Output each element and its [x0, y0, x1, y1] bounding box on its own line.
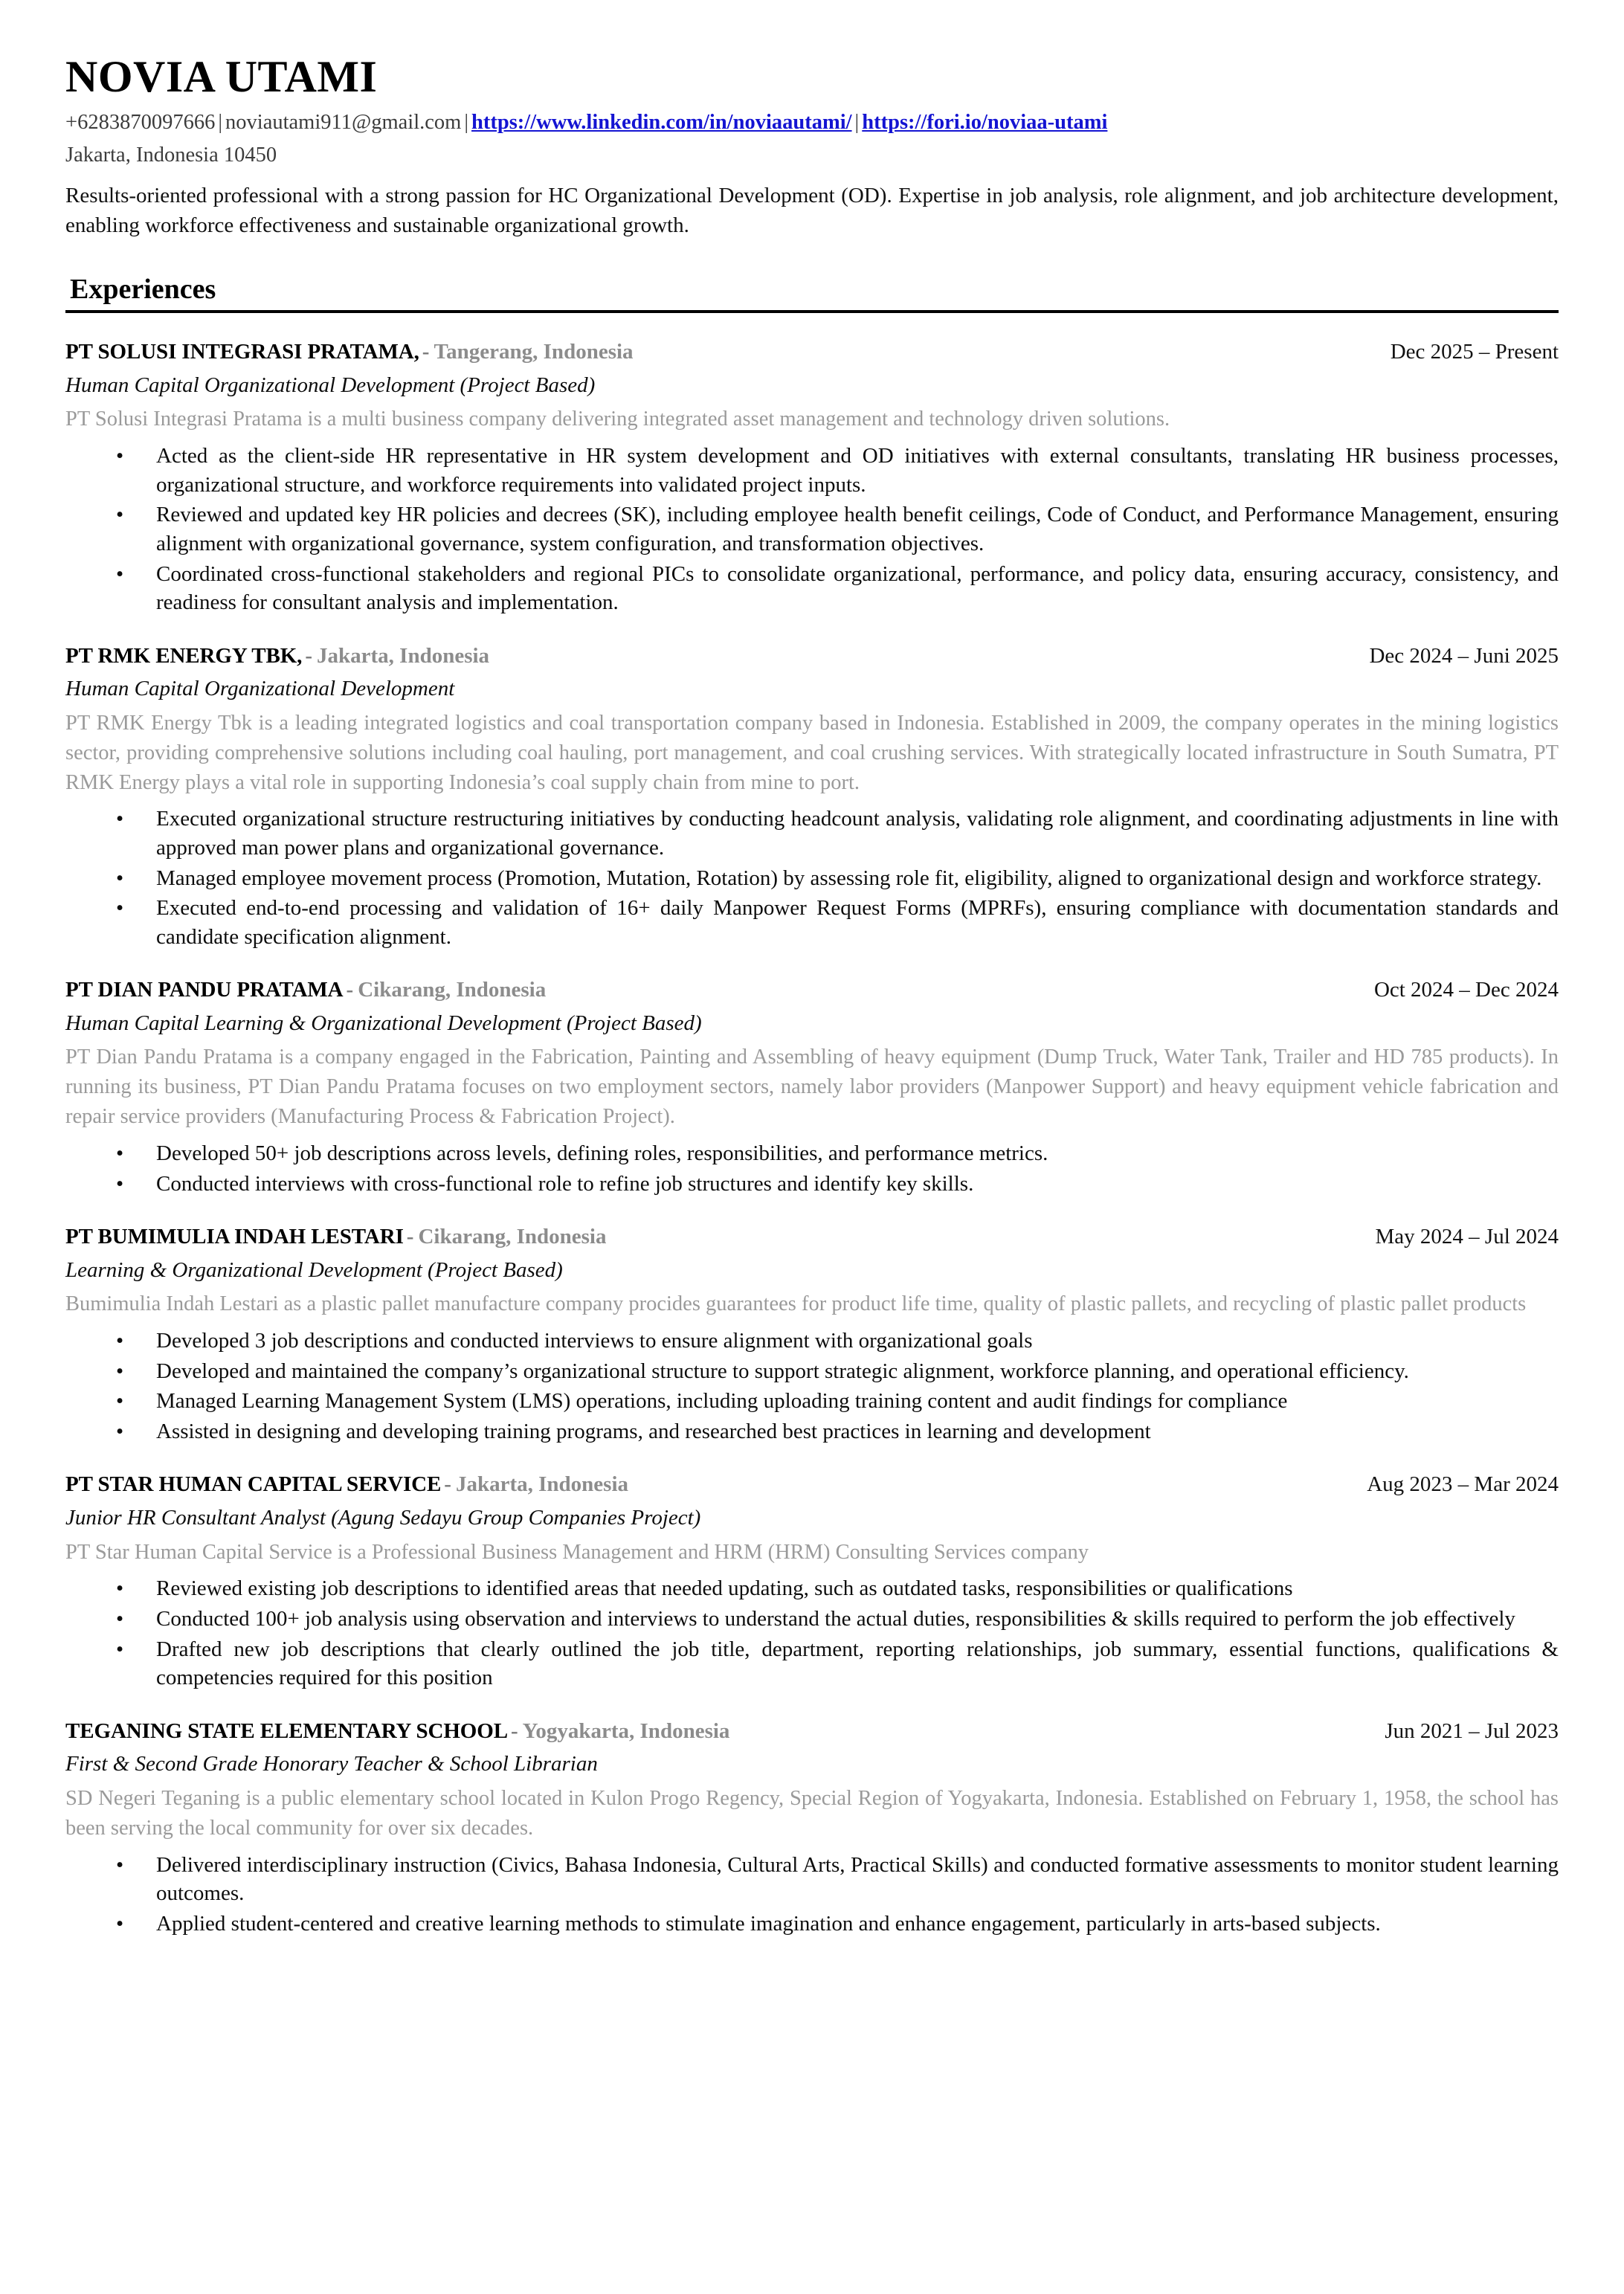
experience-entry: [65, 976, 1559, 1198]
bullet-icon: •: [116, 503, 124, 527]
responsibility-list: [65, 805, 1559, 951]
responsibility-item: [65, 1139, 1559, 1168]
responsibility-list: [65, 1574, 1559, 1692]
bullet-icon: •: [116, 1141, 124, 1166]
bullet-icon: •: [116, 1852, 124, 1877]
responsibility-item: [65, 1574, 1559, 1603]
responsibility-text: Conducted 100+ job analysis using observation and interviews to understand the actual duties, responsibilities & skills required to perform the job effectively: [156, 1607, 1515, 1631]
bullet-icon: •: [116, 807, 124, 831]
company-location: Cikarang, Indonesia: [358, 978, 547, 1002]
company-name: PT DIAN PANDU PRATAMA: [65, 978, 344, 1002]
responsibility-text: Developed and maintained the company’s organizational structure to support strategic alignment, workforce planning, and operational efficiency.: [156, 1359, 1409, 1383]
responsibility-list: [65, 442, 1559, 616]
address-text: Jakarta, Indonesia 10450: [65, 143, 277, 167]
responsibility-item: [65, 1635, 1559, 1692]
responsibility-text: Delivered interdisciplinary instruction (Civics, Bahasa Indonesia, Cultural Arts, Practical Skills) and conducted formative assessments to monitor student learning outcomes.: [156, 1852, 1559, 1906]
title-dash: -: [444, 1472, 451, 1497]
responsibility-item: [65, 894, 1559, 951]
responsibility-item: [65, 560, 1559, 617]
email-text: noviautami911@gmail.com: [225, 111, 462, 135]
company-name: TEGANING STATE ELEMENTARY SCHOOL: [65, 1718, 508, 1743]
bullet-icon: •: [116, 1607, 124, 1631]
bullet-icon: •: [116, 444, 124, 468]
responsibility-item: [65, 1170, 1559, 1199]
linkedin-link[interactable]: https://www.linkedin.com/in/noviaautami/: [471, 111, 852, 135]
responsibility-text: Managed Learning Management System (LMS) operations, including uploading training content and audit findings for compliance: [156, 1389, 1288, 1414]
experience-entry-header: [65, 1471, 1559, 1499]
employment-dates: Jun 2021 – Jul 2023: [1385, 1718, 1559, 1743]
bullet-icon: •: [116, 1171, 124, 1196]
bullet-icon: •: [116, 1911, 124, 1936]
company-description: PT Dian Pandu Pratama is a company engaged in the Fabrication, Painting and Assembling of heavy equipment (Dump Truck, Water Tank, Trailer and HD 785 products). In running its business, PT Dian Pandu Pratama focuses on two employment sectors, namely labor providers (Manpower Support) and heavy equipment vehicle fabrication and repair service providers (Manufacturing Process & Fabrication Project).: [65, 1045, 1559, 1129]
company-name: PT RMK ENERGY TBK,: [65, 643, 303, 668]
title-dash: -: [510, 1718, 518, 1743]
job-role-title: Human Capital Organizational Development (Project Based): [65, 373, 596, 397]
company-location: Jakarta, Indonesia: [317, 643, 490, 668]
page-title: NOVIA UTAMI: [65, 52, 378, 101]
contact-line: [65, 108, 1559, 138]
responsibility-text: Managed employee movement process (Promotion, Mutation, Rotation) by assessing role fit, eligibility, aligned to organizational design and workforce strategy.: [156, 866, 1542, 890]
responsibility-text: Applied student-centered and creative learning methods to stimulate imagination and enhance engagement, particularly in arts-based subjects.: [156, 1911, 1381, 1936]
company-name: PT BUMIMULIA INDAH LESTARI: [65, 1225, 404, 1249]
title-dash: -: [346, 978, 354, 1002]
bullet-icon: •: [116, 896, 124, 921]
company-location: Tangerang, Indonesia: [434, 340, 634, 364]
resume-header: [65, 52, 1559, 240]
company-name: PT STAR HUMAN CAPITAL SERVICE: [65, 1472, 442, 1497]
company-description: Bumimulia Indah Lestari as a plastic pallet manufacture company procides guarantees for product life time, quality of plastic pallets, and recycling of plastic pallet products: [65, 1292, 1527, 1316]
experience-entry: [65, 1471, 1559, 1692]
employment-dates: May 2024 – Jul 2024: [1375, 1225, 1559, 1249]
phone-text: +6283870097666: [65, 111, 216, 135]
company-location: Yogyakarta, Indonesia: [522, 1718, 730, 1743]
bullet-icon: •: [116, 866, 124, 890]
experience-entry-title-group: [65, 642, 489, 671]
experience-entry-title-group: [65, 1718, 729, 1746]
responsibility-item: [65, 442, 1559, 499]
responsibility-item: [65, 805, 1559, 862]
responsibility-text: Developed 50+ job descriptions across levels, defining roles, responsibilities, and performance metrics.: [156, 1141, 1048, 1166]
company-description: PT Star Human Capital Service is a Professional Business Management and HRM (HRM) Consulting Services company: [65, 1540, 1089, 1564]
contact-separator-1: |: [218, 111, 223, 135]
experience-entry-header: [65, 642, 1559, 671]
bullet-icon: •: [116, 1389, 124, 1414]
responsibility-list: [65, 1139, 1559, 1198]
bullet-icon: •: [116, 1329, 124, 1353]
job-role-title: First & Second Grade Honorary Teacher & School Librarian: [65, 1752, 598, 1776]
responsibility-text: Reviewed and updated key HR policies and decrees (SK), including employee health benefit ceilings, Code of Conduct, and Performance Management, ensuring alignment with organizational governance, system configuration, and transformation objectives.: [156, 503, 1559, 555]
section-heading-experiences: Experiences: [70, 274, 216, 306]
bullet-icon: •: [116, 1576, 124, 1601]
job-role-title: Human Capital Learning & Organizational Development (Project Based): [65, 1011, 702, 1035]
responsibility-item: [65, 864, 1559, 893]
experience-entry-title-group: [65, 976, 546, 1005]
title-dash: -: [406, 1225, 414, 1249]
experience-entry-header: [65, 1223, 1559, 1251]
responsibility-text: Developed 3 job descriptions and conducted interviews to ensure alignment with organizational goals: [156, 1329, 1033, 1353]
experience-list: [65, 338, 1559, 1938]
bullet-icon: •: [116, 1419, 124, 1443]
responsibility-item: [65, 1605, 1559, 1634]
experience-entry: [65, 642, 1559, 952]
experience-entry-title-group: [65, 338, 634, 367]
employment-dates: Dec 2025 – Present: [1390, 340, 1559, 364]
company-location: Jakarta, Indonesia: [455, 1472, 628, 1497]
responsibility-item: [65, 500, 1559, 558]
responsibility-text: Executed organizational structure restructuring initiatives by conducting headcount analysis, validating role alignment, and coordinating adjustments in line with approved man power plans and organizational governance.: [156, 807, 1559, 860]
experience-entry: [65, 338, 1559, 616]
company-description: PT Solusi Integrasi Pratama is a multi business company delivering integrated asset management and technology driven solutions.: [65, 407, 1170, 431]
title-dash: -: [305, 643, 312, 668]
job-role-title: Learning & Organizational Development (Project Based): [65, 1257, 563, 1282]
employment-dates: Dec 2024 – Juni 2025: [1369, 643, 1559, 668]
job-role-title: Junior HR Consultant Analyst (Agung Sedayu Group Companies Project): [65, 1506, 701, 1530]
experience-entry-header: [65, 976, 1559, 1005]
responsibility-item: [65, 1327, 1559, 1356]
responsibility-list: [65, 1851, 1559, 1939]
contact-separator-3: |: [854, 111, 860, 135]
experience-entry-title-group: [65, 1471, 628, 1499]
bullet-icon: •: [116, 561, 124, 586]
experience-entry: [65, 1718, 1559, 1939]
responsibility-text: Reviewed existing job descriptions to identified areas that needed updating, such as outdated tasks, responsibilities or qualifications: [156, 1576, 1293, 1601]
responsibility-text: Executed end-to-end processing and validation of 16+ daily Manpower Request Forms (MPRFs), ensuring compliance with documentation standards and candidate specification alignment.: [156, 896, 1559, 949]
bullet-icon: •: [116, 1359, 124, 1383]
title-dash: -: [422, 340, 430, 364]
responsibility-item: [65, 1417, 1559, 1446]
portfolio-link[interactable]: https://fori.io/noviaa-utami: [862, 111, 1108, 135]
company-description: SD Negeri Teganing is a public elementary school located in Kulon Progo Regency, Special Region of Yogyakarta, Indonesia. Established on February 1, 1958, the school has been serving the local community for over six decades.: [65, 1786, 1559, 1840]
company-location: Cikarang, Indonesia: [418, 1225, 607, 1249]
experience-entry-title-group: [65, 1223, 606, 1251]
job-role-title: Human Capital Organizational Development: [65, 677, 455, 701]
experience-entry: [65, 1223, 1559, 1446]
bullet-icon: •: [116, 1637, 124, 1661]
responsibility-text: Assisted in designing and developing training programs, and researched best practices in learning and development: [156, 1419, 1151, 1443]
contact-separator-2: |: [464, 111, 469, 135]
experience-entry-header: [65, 1718, 1559, 1746]
employment-dates: Oct 2024 – Dec 2024: [1373, 978, 1559, 1002]
professional-summary: Results-oriented professional with a strong passion for HC Organizational Development (OD). Expertise in job analysis, role alignment, and job architecture development, enabling workforce effectiveness and sustainable organizational growth.: [65, 184, 1559, 238]
responsibility-text: Conducted interviews with cross-functional role to refine job structures and identify key skills.: [156, 1171, 974, 1196]
experiences-section: [65, 274, 1559, 1938]
employment-dates: Aug 2023 – Mar 2024: [1367, 1472, 1559, 1497]
section-divider: [65, 310, 1559, 313]
responsibility-item: [65, 1357, 1559, 1386]
responsibility-text: Coordinated cross-functional stakeholders and regional PICs to consolidate organizational, performance, and policy data, ensuring accuracy, consistency, and readiness for consultant analysis and implementation.: [156, 561, 1559, 615]
responsibility-item: [65, 1910, 1559, 1939]
responsibility-list: [65, 1327, 1559, 1446]
company-description: PT RMK Energy Tbk is a leading integrated logistics and coal transportation company based in Indonesia. Established in 2009, the company operates in the mining logistics sector, providing comprehensive solutions including coal hauling, port management, and coal crushing services. With strategically located infrastructure in South Sumatra, PT RMK Energy plays a vital role in supporting Indonesia’s coal supply chain from mine to port.: [65, 711, 1559, 794]
responsibility-item: [65, 1851, 1559, 1908]
company-name: PT SOLUSI INTEGRASI PRATAMA,: [65, 340, 419, 364]
responsibility-item: [65, 1387, 1559, 1416]
responsibility-text: Acted as the client-side HR representative in HR system development and OD initiatives with external consultants, translating HR business processes, organizational structure, and workforce requirements into validated project inputs.: [156, 444, 1559, 497]
responsibility-text: Drafted new job descriptions that clearly outlined the job title, department, reporting relationships, job summary, essential functions, qualifications & competencies required for this position: [156, 1637, 1559, 1690]
experience-entry-header: [65, 338, 1559, 367]
